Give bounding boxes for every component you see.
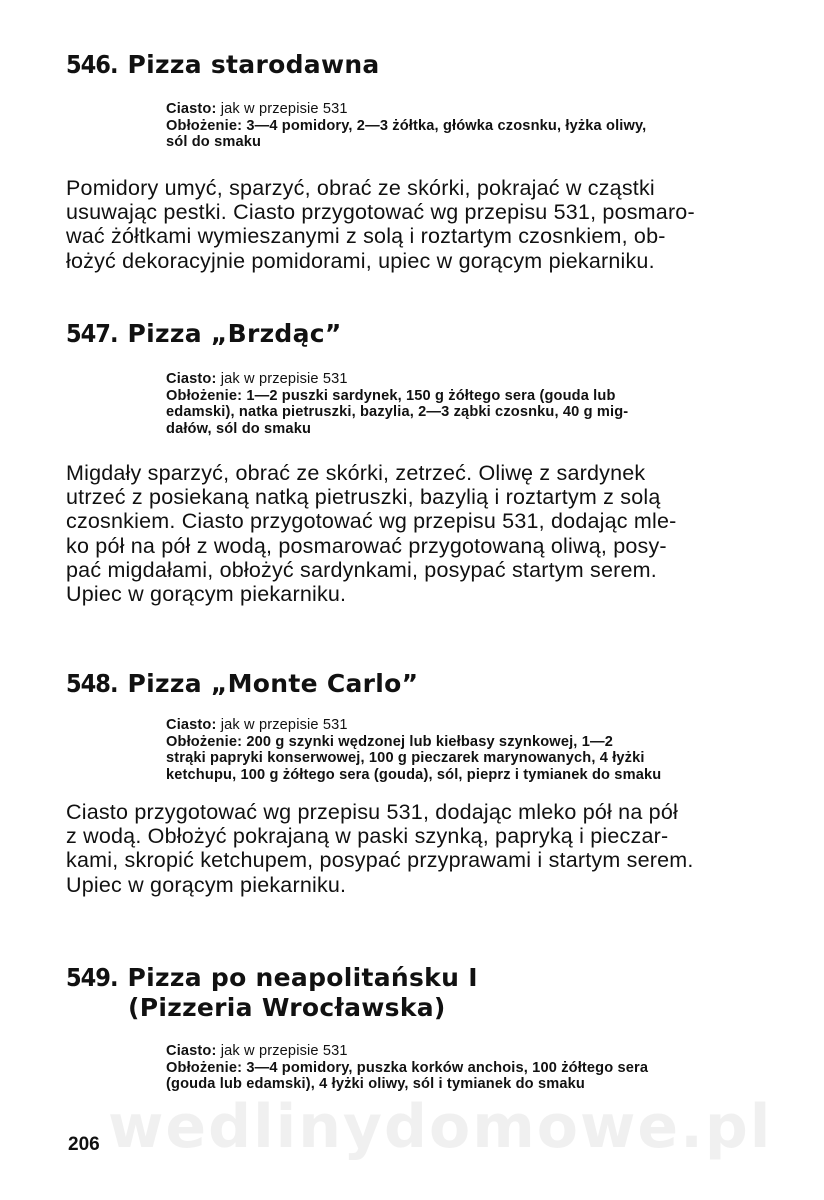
topping-text: edamski), natka pietruszki, bazylia, 2—3 ząbki czosnku, 40 g mig- — [166, 404, 629, 420]
topping-text: 3—4 pomidory, 2—3 żółtka, główka czosnku, łyżka oliwy, — [246, 117, 647, 134]
method-line: czosnkiem. Ciasto przygotować wg przepisu 531, dodając mle- — [66, 509, 677, 534]
method-line: Upiec w gorącym piekarniku. — [66, 582, 347, 607]
dough-text: jak w przepisie 531 — [220, 101, 348, 117]
method-line: Pomidory umyć, sparzyć, obrać ze skórki, pokrajać w cząstki — [66, 176, 655, 200]
topping-label: Obłożenie: — [166, 733, 243, 750]
topping-text: strąki papryki konserwowej, 100 g pieczarek marynowanych, 4 łyżki — [166, 750, 645, 766]
recipe-name: Pizza starodawna — [127, 50, 380, 79]
recipe-546-method — [66, 176, 762, 273]
recipe-number: 546. — [66, 50, 118, 79]
topping-label: Obłożenie: — [166, 1059, 243, 1076]
topping-text: (gouda lub edamski), 4 łyżki oliwy, sól i tymianek do smaku — [166, 1076, 585, 1092]
method-line: kami, skropić ketchupem, posypać przyprawami i startym serem. — [66, 848, 694, 873]
recipe-547-title — [66, 318, 342, 349]
recipe-549-ingredients — [166, 1043, 760, 1093]
topping-text: ketchupu, 100 g żółtego sera (gouda), sól, pieprz i tymianek do smaku — [166, 766, 662, 783]
recipe-546-ingredients — [166, 101, 760, 151]
recipe-546-title — [66, 49, 380, 80]
dough-label: Ciasto: — [166, 1043, 217, 1059]
topping-label: Obłożenie: — [166, 387, 243, 404]
method-line: Ciasto przygotować wg przepisu 531, dodając mleko pół na pół — [66, 800, 678, 824]
recipe-548-method — [66, 800, 762, 897]
method-line: Upiec w gorącym piekarniku. — [66, 872, 347, 897]
topping-text: 200 g szynki wędzonej lub kiełbasy szynkowej, 1—2 — [246, 733, 613, 750]
recipe-number: 547. — [66, 319, 118, 348]
dough-text: jak w przepisie 531 — [220, 717, 348, 733]
method-line: usuwając pestki. Ciasto przygotować wg przepisu 531, posmaro- — [66, 200, 695, 225]
recipe-549-title — [66, 962, 478, 993]
recipe-name: Pizza po neapolitańsku I — [127, 963, 478, 992]
recipe-name: Pizza „Brzdąc” — [127, 319, 342, 348]
method-line: z wodą. Obłożyć pokrajaną w paski szynką, papryką i pieczar- — [66, 824, 669, 849]
recipe-547-method — [66, 461, 762, 606]
recipe-549-subtitle: (Pizzeria Wrocławska) — [128, 993, 446, 1022]
method-line: Migdały sparzyć, obrać ze skórki, zetrzeć. Oliwę z sardynek — [66, 461, 646, 485]
recipe-548-title — [66, 668, 418, 699]
recipe-547-ingredients — [166, 371, 760, 437]
watermark: wedlinydomowe.pl — [108, 1092, 773, 1162]
recipe-name: Pizza „Monte Carlo” — [127, 669, 419, 698]
dough-label: Ciasto: — [166, 371, 217, 387]
dough-text: jak w przepisie 531 — [220, 1043, 348, 1059]
method-line: ko pół na pół z wodą, posmarować przygotowaną oliwą, posy- — [66, 533, 667, 558]
topping-text: 3—4 pomidory, puszka korków anchois, 100 żółtego sera — [246, 1059, 649, 1076]
page-number: 206 — [68, 1134, 100, 1155]
method-line: pać migdałami, obłożyć sardynkami, posypać startym serem. — [66, 557, 657, 582]
recipe-number: 548. — [66, 669, 118, 698]
dough-label: Ciasto: — [166, 101, 217, 117]
method-line: utrzeć z posiekaną natką pietruszki, bazylią i roztartym z solą — [66, 485, 661, 510]
recipe-number: 549. — [66, 963, 118, 992]
topping-label: Obłożenie: — [166, 117, 243, 134]
recipe-548-ingredients — [166, 717, 760, 783]
topping-text: dałów, sól do smaku — [166, 420, 312, 437]
topping-text: 1—2 puszki sardynek, 150 g żółtego sera (gouda lub — [246, 387, 616, 404]
dough-text: jak w przepisie 531 — [220, 371, 348, 387]
topping-text: sól do smaku — [166, 134, 262, 150]
method-line: łożyć dekoracyjnie pomidorami, upiec w gorącym piekarniku. — [66, 248, 655, 273]
dough-label: Ciasto: — [166, 717, 217, 733]
method-line: wać żółtkami wymieszanymi z solą i roztartym czosnkiem, ob- — [66, 224, 666, 249]
